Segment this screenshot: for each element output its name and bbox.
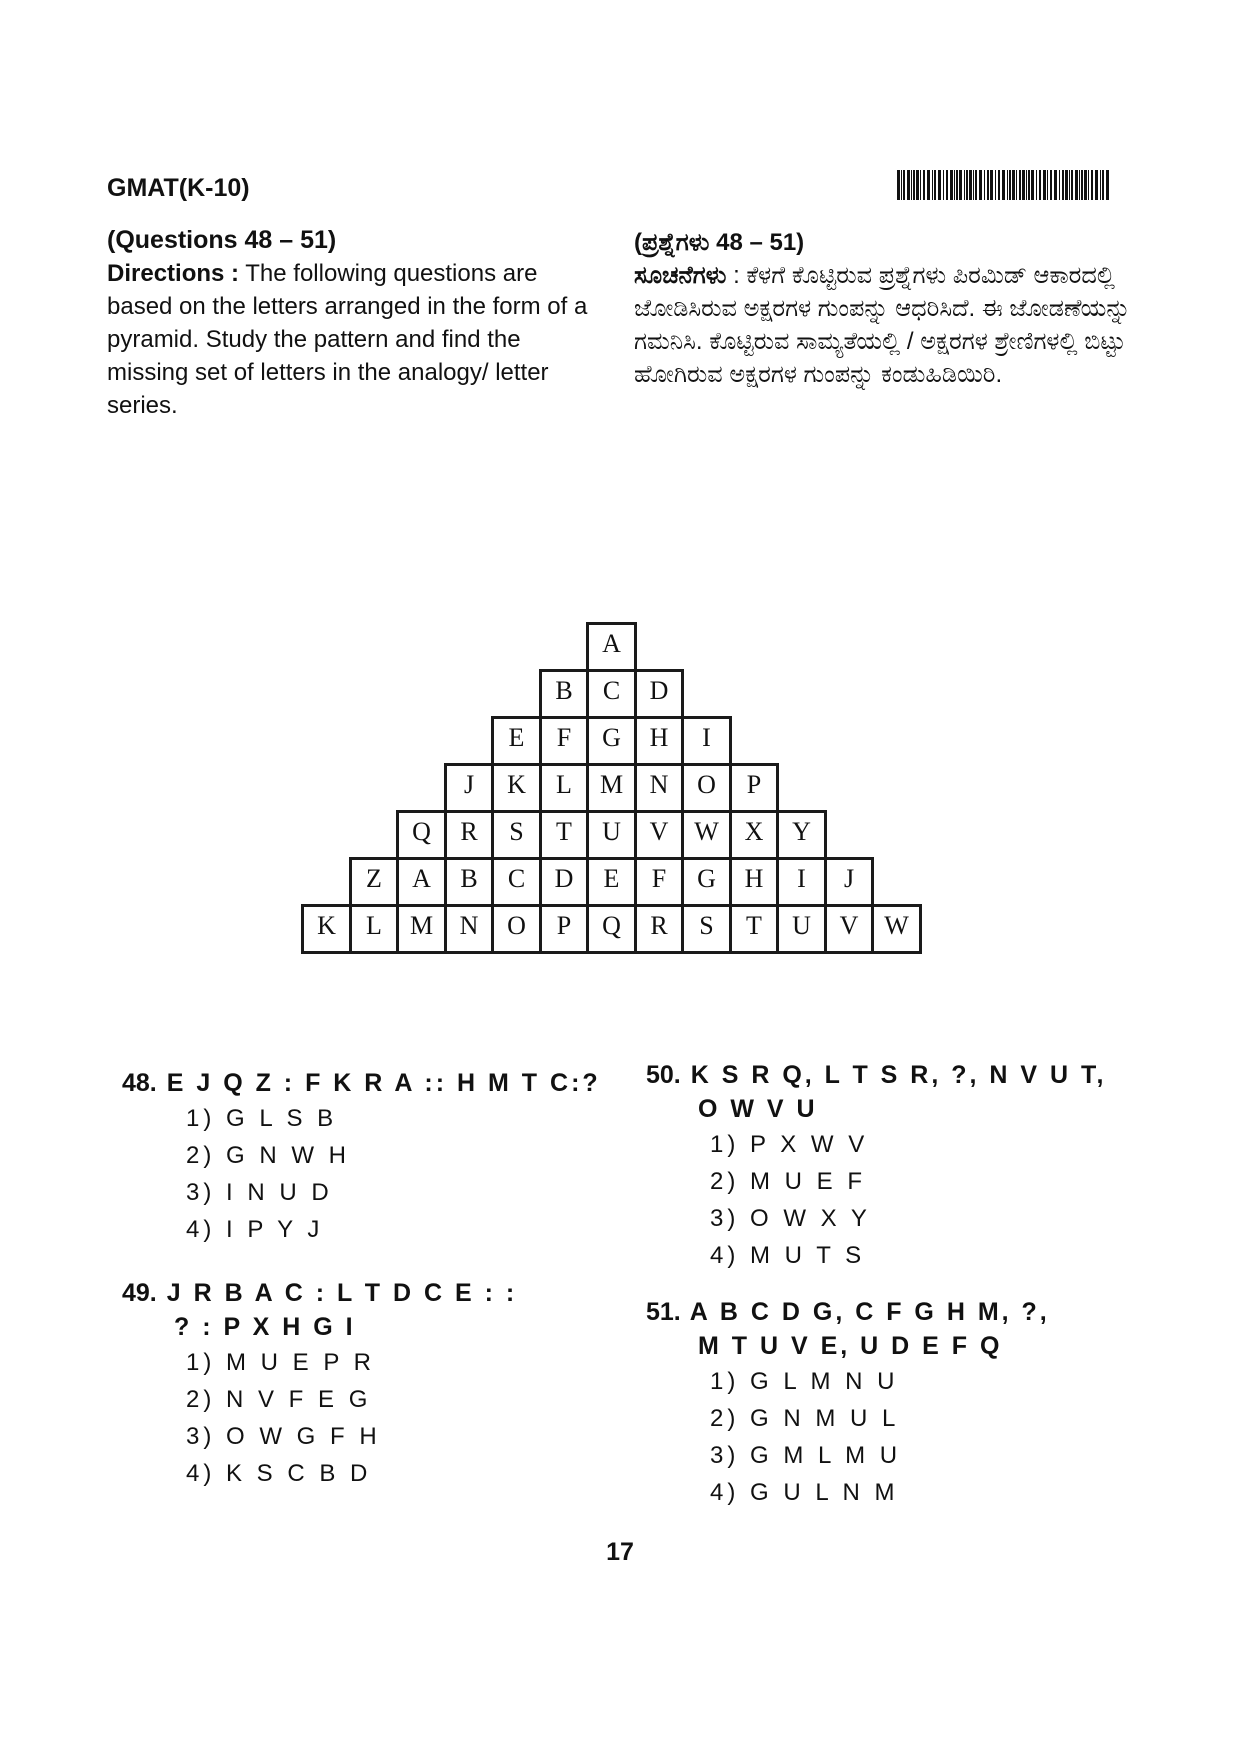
pyramid-cell: K (301, 904, 352, 954)
pyramid-cell: F (539, 716, 590, 766)
pyramid-cell: T (539, 810, 590, 860)
question-prompt (646, 1058, 1166, 1126)
pyramid-cell: V (634, 810, 685, 860)
question-49 (122, 1276, 642, 1492)
question-text: A B C D G, C F G H M, ?, (689, 1298, 1050, 1326)
directions-text: The following questions are based on the letters arranged in the form of a pyramid. Study the pattern and find the missing set of letters in the analogy/ letter series. (107, 260, 588, 419)
question-text-continued: O W V U (698, 1095, 818, 1123)
pyramid-cell: Y (776, 810, 827, 860)
option-4[interactable]: 4) M U T S (710, 1242, 866, 1269)
pyramid-cell: L (349, 904, 400, 954)
question-text: K S R Q, L T S R, ?, N V U T, (690, 1061, 1107, 1089)
pyramid-cell: W (871, 904, 922, 954)
option-3[interactable]: 3) O W G F H (186, 1423, 381, 1450)
option-1[interactable]: 1) M U E P R (186, 1349, 375, 1376)
directions-label: Directions : (107, 260, 240, 287)
directions-paragraph-kannada (634, 259, 1134, 391)
pyramid-cell: K (491, 763, 542, 813)
pyramid-cell: P (539, 904, 590, 954)
option-4[interactable]: 4) I P Y J (186, 1216, 324, 1243)
pyramid-cell: E (491, 716, 542, 766)
questions-range-kannada: (ಪ್ರಶ್ನೆಗಳು 48 – 51) (634, 229, 805, 256)
pyramid-cell: C (491, 857, 542, 907)
pyramid-cell: M (396, 904, 447, 954)
option-2[interactable]: 2) M U E F (710, 1168, 867, 1195)
pyramid-cell: F (634, 857, 685, 907)
question-prompt (122, 1066, 642, 1100)
option-1[interactable]: 1) P X W V (710, 1131, 869, 1158)
pyramid-cell: N (634, 763, 685, 813)
pyramid-cell: O (491, 904, 542, 954)
question-text-continued: ? : P X H G I (174, 1313, 356, 1341)
pyramid-cell: I (681, 716, 732, 766)
option-1[interactable]: 1) G L S B (186, 1105, 338, 1132)
option-2[interactable]: 2) G N M U L (710, 1405, 900, 1432)
pyramid-cell: A (586, 622, 637, 672)
pyramid-cell: M (586, 763, 637, 813)
question-text: J R B A C : L T D C E : : (166, 1279, 518, 1307)
question-number: 48. (122, 1069, 157, 1097)
question-48 (122, 1066, 642, 1248)
option-3[interactable]: 3) G M L M U (710, 1442, 902, 1469)
pyramid-cell: H (729, 857, 780, 907)
directions-label-kannada: ಸೂಚನೆಗಳು (634, 262, 727, 289)
pyramid-cell: S (681, 904, 732, 954)
question-51 (646, 1295, 1166, 1511)
question-50 (646, 1058, 1166, 1274)
pyramid-cell: G (586, 716, 637, 766)
pyramid-cell: N (444, 904, 495, 954)
option-4[interactable]: 4) G U L N M (710, 1479, 899, 1506)
option-3[interactable]: 3) I N U D (186, 1179, 333, 1206)
pyramid-cell: E (586, 857, 637, 907)
pyramid-cell: Q (396, 810, 447, 860)
option-3[interactable]: 3) O W X Y (710, 1205, 871, 1232)
pyramid-cell: U (586, 810, 637, 860)
option-4[interactable]: 4) K S C B D (186, 1460, 372, 1487)
pyramid-cell: B (539, 669, 590, 719)
header-code: GMAT(K-10) (107, 174, 250, 202)
barcode-icon (897, 170, 1109, 200)
pyramid-cell: I (776, 857, 827, 907)
pyramid-cell: C (586, 669, 637, 719)
pyramid-cell: P (729, 763, 780, 813)
pyramid-cell: H (634, 716, 685, 766)
pyramid-cell: G (681, 857, 732, 907)
pyramid-cell: D (539, 857, 590, 907)
pyramid-cell: L (539, 763, 590, 813)
pyramid-cell: O (681, 763, 732, 813)
pyramid-cell: Q (586, 904, 637, 954)
pyramid-cell: W (681, 810, 732, 860)
directions-kannada (634, 226, 1134, 391)
pyramid-cell: U (776, 904, 827, 954)
pyramid-cell: J (444, 763, 495, 813)
question-prompt (122, 1276, 642, 1344)
question-number: 51. (646, 1298, 681, 1326)
pyramid-cell: Z (349, 857, 400, 907)
question-number: 49. (122, 1279, 157, 1307)
pyramid-cell: V (824, 904, 875, 954)
directions-text-kannada: : ಕೆಳಗೆ ಕೊಟ್ಟಿರುವ ಪ್ರಶ್ನೆಗಳು ಪಿರಮಿಡ್ ಆಕಾರದಲ್ಲಿ ಜೋಡಿಸಿರುವ ಅಕ್ಷರಗಳ ಗುಂಪನ್ನು ಆಧರಿಸಿದೆ. ಈ ಜೋಡಣೆಯನ್ನು ಗಮನಿಸಿ. ಕೊಟ್ಟಿರುವ ಸಾಮ್ಯತೆಯಲ್ಲಿ / ಅಕ್ಷರಗಳ ಶ್ರೇಣಿಗಳಲ್ಲಿ ಬಿಟ್ಟು ಹೋಗಿರುವ ಅಕ್ಷರಗಳ ಗುಂಪನ್ನು ಕಂಡುಹಿಡಿಯಿರಿ. (634, 262, 1131, 388)
option-1[interactable]: 1) G L M N U (710, 1368, 899, 1395)
question-text: E J Q Z : F K R A :: H M T C:? (166, 1069, 601, 1097)
pyramid-cell: R (634, 904, 685, 954)
pyramid-cell: T (729, 904, 780, 954)
pyramid-cell: A (396, 857, 447, 907)
directions-english (107, 224, 597, 422)
questions-range: (Questions 48 – 51) (107, 226, 337, 254)
option-2[interactable]: 2) N V F E G (186, 1386, 372, 1413)
pyramid-cell: X (729, 810, 780, 860)
pyramid-cell: J (824, 857, 875, 907)
pyramid-cell: B (444, 857, 495, 907)
page-number: 17 (606, 1538, 634, 1566)
pyramid-cell: R (444, 810, 495, 860)
option-2[interactable]: 2) G N W H (186, 1142, 350, 1169)
pyramid-cell: D (634, 669, 685, 719)
directions-paragraph (107, 257, 597, 422)
question-text-continued: M T U V E, U D E F Q (698, 1332, 1003, 1360)
pyramid-cell: S (491, 810, 542, 860)
question-prompt (646, 1295, 1166, 1363)
question-number: 50. (646, 1061, 681, 1089)
